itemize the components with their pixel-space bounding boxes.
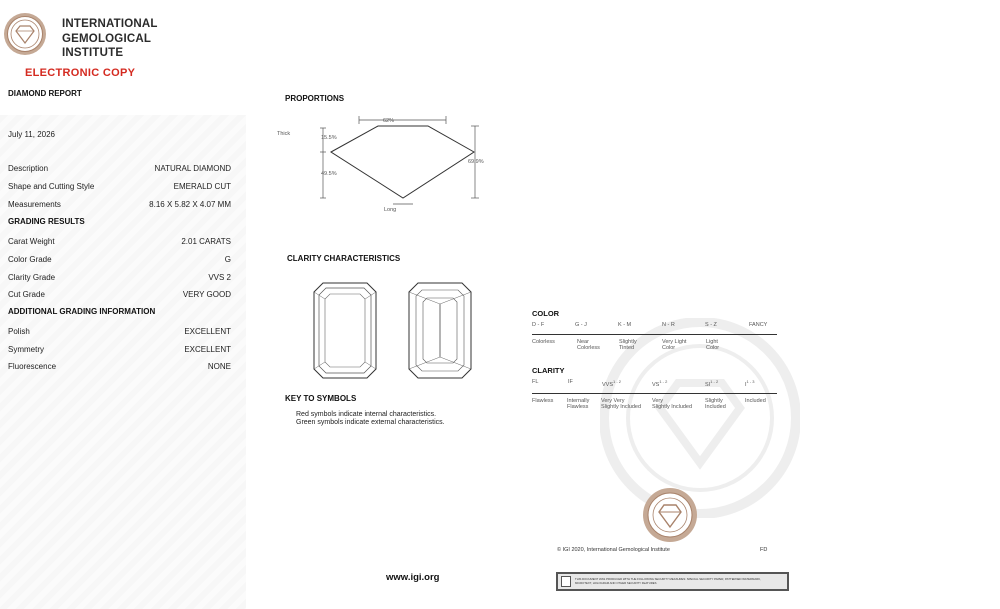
website-link[interactable]: www.igi.org: [386, 572, 440, 583]
depth-percent: 69.9%: [468, 159, 484, 165]
table-percent: 62%: [383, 118, 395, 124]
clarity-grade: VVS$^{1 - 2}$: [602, 379, 622, 388]
org-line-3: INSTITUTE: [62, 47, 124, 59]
row-value: VERY GOOD: [182, 290, 231, 299]
clarity-desc: Very Very Slightly Included: [601, 398, 642, 410]
color-grade-row: [532, 322, 777, 332]
report-code: FD: [760, 547, 768, 553]
color-desc: Colorless: [532, 339, 555, 345]
row-value: VVS 2: [208, 273, 231, 282]
report-title: DIAMOND REPORT: [8, 89, 82, 98]
clarity-scale-divider: [532, 393, 777, 394]
color-grade: FANCY: [749, 322, 768, 328]
row-label: Symmetry: [8, 345, 44, 354]
pavilion-percent: 49.5%: [321, 171, 337, 177]
row-value: NATURAL DIAMOND: [154, 164, 231, 173]
report-date: July 11, 2026: [8, 130, 55, 139]
clarity-desc: Flawless: [532, 398, 554, 404]
clarity-grade: IF: [568, 379, 573, 385]
row-polish: [8, 327, 231, 336]
row-cut-grade: [8, 290, 231, 299]
row-value: EXCELLENT: [184, 327, 231, 336]
electronic-copy-label: ELECTRONIC COPY: [25, 67, 136, 79]
igi-small-seal: [642, 487, 698, 543]
color-scale-divider: [532, 334, 777, 335]
clarity-grade: FL: [532, 379, 539, 385]
girdle-thick-label: Thick: [277, 131, 291, 137]
key-internal-note: Red symbols indicate internal characteristics.: [296, 411, 437, 418]
clarity-grade: SI$^{1 - 2}$: [705, 379, 719, 388]
security-strip: [556, 572, 789, 591]
crown-percent: 15.5%: [321, 135, 337, 141]
clarity-grade-row: [532, 379, 777, 391]
row-label: Color Grade: [8, 255, 52, 264]
key-to-symbols-title: KEY TO SYMBOLS: [285, 394, 357, 403]
clarity-desc: Included: [745, 398, 766, 404]
clarity-desc: Slightly Included: [705, 398, 726, 410]
clarity-grade: $I^{1 - 3}$: [745, 379, 755, 388]
key-external-note: Green symbols indicate external characteristics.: [296, 419, 445, 426]
color-grade: S - Z: [705, 322, 717, 328]
color-desc: Very Light Color: [662, 339, 687, 351]
color-desc: Light Color: [706, 339, 720, 351]
proportions-title: PROPORTIONS: [285, 94, 345, 103]
row-label: Clarity Grade: [8, 273, 56, 282]
row-label: Carat Weight: [8, 237, 55, 246]
org-name: [62, 17, 158, 61]
row-value: EMERALD CUT: [173, 182, 231, 191]
clarity-desc: Internally Flawless: [567, 398, 590, 410]
clarity-desc-row: [532, 398, 777, 414]
row-symmetry: [8, 345, 231, 354]
color-desc: Slightly Tinted: [619, 339, 637, 351]
row-label: Polish: [8, 327, 30, 336]
row-value: NONE: [207, 362, 231, 371]
row-label: Fluorescence: [8, 362, 57, 371]
color-grade: N - R: [662, 322, 675, 328]
row-color-grade: [8, 255, 231, 264]
row-value: 8.16 X 5.82 X 4.07 MM: [149, 200, 231, 209]
security-icon: [561, 576, 571, 587]
igi-seal-logo: [3, 12, 47, 56]
copyright-text: © IGI 2020, International Gemological Institute: [557, 547, 670, 553]
row-shape: [8, 182, 231, 191]
color-scale-title: COLOR: [532, 309, 560, 318]
additional-grading-title: ADDITIONAL GRADING INFORMATION: [8, 307, 156, 316]
row-fluorescence: [8, 362, 231, 371]
culet-label: Long: [384, 207, 397, 213]
clarity-desc: Very Slightly Included: [652, 398, 693, 410]
row-measurements: [8, 200, 231, 209]
row-label: Cut Grade: [8, 290, 45, 299]
color-desc-row: [532, 339, 777, 355]
row-value: 2.01 CARATS: [181, 237, 231, 246]
row-carat-weight: [8, 237, 231, 246]
security-text: THIS DOCUMENT WAS PRODUCED WITH THE FOLLOWING SECURITY MEASURES: SPECIAL SECURITY PAPER, PATTERNED WATERMARK, MICROTEXT, HOLOGRAM AND OTHER SECURITY FEATURES: [575, 578, 761, 585]
row-value: G: [224, 255, 231, 264]
clarity-plot-crown: [313, 282, 377, 379]
color-grade: D - F: [532, 322, 545, 328]
clarity-characteristics-title: CLARITY CHARACTERISTICS: [287, 254, 401, 263]
row-label: Measurements: [8, 200, 61, 209]
clarity-grade: VS$^{1 - 2}$: [652, 379, 668, 388]
clarity-plot-pavilion: [408, 282, 472, 379]
org-line-2: GEMOLOGICAL: [62, 32, 152, 45]
row-label: Shape and Cutting Style: [8, 182, 95, 191]
grading-results-title: GRADING RESULTS: [8, 217, 85, 226]
color-desc: Near Colorless: [577, 339, 600, 351]
row-clarity-grade: [8, 273, 231, 282]
proportions-diagram: [275, 112, 505, 220]
color-grade: G - J: [575, 322, 587, 328]
row-description: [8, 164, 231, 173]
row-value: EXCELLENT: [184, 345, 231, 354]
color-grade: K - M: [618, 322, 632, 328]
row-label: Description: [8, 164, 49, 173]
org-line-1: INTERNATIONAL: [62, 18, 158, 30]
clarity-scale-title: CLARITY: [532, 366, 565, 375]
